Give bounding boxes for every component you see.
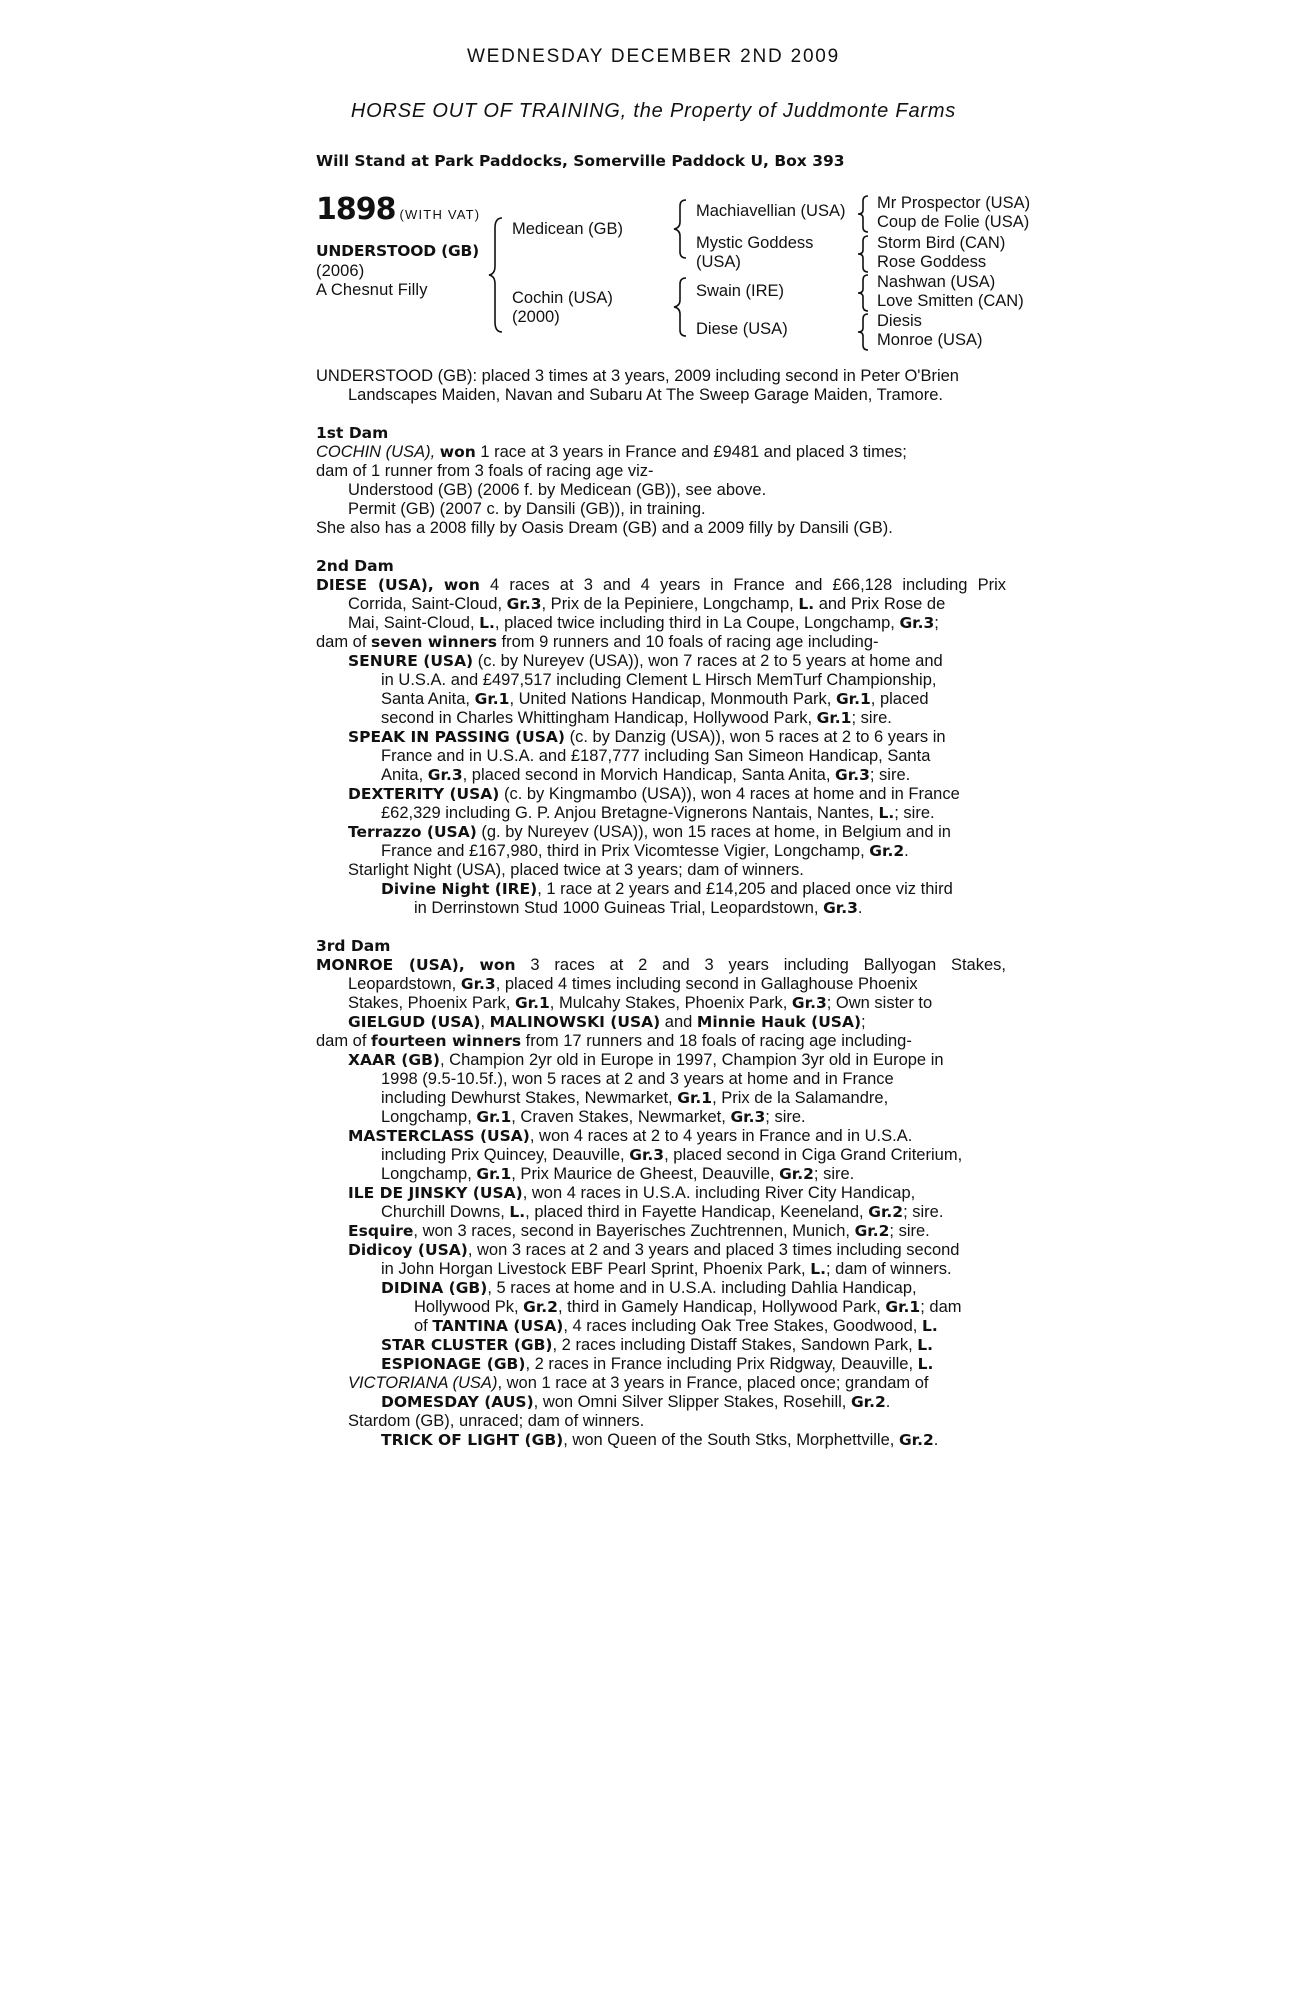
text-segment: . [933,1431,939,1449]
text-segment: TANTINA (USA) [432,1317,564,1335]
text-segment: ; dam [920,1298,962,1316]
dam-line [316,595,1006,614]
offspring-line [316,1317,1006,1336]
lot-number: 1898 [316,192,396,227]
offspring-line [316,709,1006,728]
horse-name: UNDERSTOOD (GB) [316,242,480,260]
text-segment: and [664,1013,693,1031]
pedigree-g4: Rose Goddess [877,253,987,271]
text-segment: , [480,1013,486,1031]
text-segment: Corrida, Saint-Cloud, [348,595,503,613]
text-segment: , United Nations Handicap, Monmouth Park, [509,690,832,708]
text-segment: , won Queen of the South Stks, Morphettville, [563,1431,895,1449]
offspring-line: Understood (GB) (2006 f. by Medicean (GB)), see above. [348,481,767,499]
text-segment: Minnie Hauk (USA) [696,1013,862,1031]
text-segment: , Champion 2yr old in Europe in 1997, Champion 3yr old in Europe in [439,1051,944,1069]
offspring-line [316,1374,1006,1393]
offspring-line [316,728,1006,747]
text-segment: Gr.3 [899,614,935,632]
text-segment: ; sire. [903,1203,944,1221]
text-segment: . [904,842,909,860]
text-segment: Churchill Downs, [381,1203,505,1221]
text-segment: in Derrinstown Stud 1000 Guineas Trial, Leopardstown, [414,899,819,917]
text-segment: ESPIONAGE (GB) [381,1355,526,1373]
pedigree-brace-g2 [856,234,872,274]
text-segment: L. [798,595,815,613]
dam-line: dam of 1 runner from 3 foals of racing age viz- [316,462,654,480]
text-segment: seven winners [371,633,497,651]
text-segment: ILE DE JINSKY (USA) [348,1184,523,1202]
pedigree-dam-dam: Diese (USA) [696,320,788,338]
text-segment: Longchamp, [381,1108,472,1126]
pedigree-g8: Monroe (USA) [877,331,983,349]
text-segment: 3 races at 2 and 3 years including Ballyogan Stakes, [530,956,1006,974]
text-segment: (c. by Kingmambo (USA)), won 4 races at home and in France [503,785,960,803]
text-segment: , placed second in Morvich Handicap, Santa Anita, [462,766,831,784]
text-segment: SPEAK IN PASSING (USA) [348,728,565,746]
text-segment: France and £167,980, third in Prix Vicomtesse Vigier, Longchamp, [381,842,865,860]
text-segment: DEXTERITY (USA) [348,785,500,803]
dam-line [316,1013,1006,1032]
text-segment: Gr.3 [823,899,858,917]
offspring-line [316,1089,1006,1108]
text-segment: Gr.1 [474,690,510,708]
dam-line [316,633,1006,652]
text-segment: , 4 races including Oak Tree Stakes, Goodwood, [563,1317,918,1335]
pedigree-dam: Cochin (USA) [512,289,613,307]
text-segment: Gr.3 [791,994,827,1012]
text-segment: dam of [316,1032,367,1050]
text-segment: TRICK OF LIGHT (GB) [381,1431,564,1449]
text-segment: Gr.3 [629,1146,665,1164]
offspring-line [316,1355,1006,1374]
dam-line: COCHIN (USA), won 1 race at 3 years in France and £9481 and placed 3 times; [316,443,907,461]
text-segment: , Prix Maurice de Gheest, Deauville, [511,1165,775,1183]
offspring-line [316,766,1006,785]
text-segment: , placed 4 times including second in Gallaghouse Phoenix [495,975,918,993]
text-segment: , third in Gamely Handicap, Hollywood Park, [557,1298,881,1316]
pedigree-sire-sire: Machiavellian (USA) [696,202,846,220]
offspring-line: Starlight Night (USA), placed twice at 3 years; dam of winners. [348,861,804,879]
text-segment: ; sire. [765,1108,806,1126]
horse-year: (2006) [316,262,365,280]
text-segment: Gr.2 [854,1222,890,1240]
section-heading: 3rd Dam [316,937,391,955]
text-segment: , 2 races in France including Prix Ridgway, Deauville, [525,1355,914,1373]
summary-line: Landscapes Maiden, Navan and Subaru At The Sweep Garage Maiden, Tramore. [348,386,943,404]
text-segment: Longchamp, [381,1165,472,1183]
offspring-line [316,1184,1006,1203]
text-segment: , 2 races including Distaff Stakes, Sandown Park, [552,1336,913,1354]
offspring-line [316,690,1006,709]
pedigree-brace-dam [672,276,690,338]
text-segment: , won 3 races, second in Bayerisches Zuchtrennen, Munich, [413,1222,850,1240]
text-segment: of [414,1317,428,1335]
offspring-line [316,1127,1006,1146]
third-dam-section [316,937,1006,1450]
pedigree-g2: Coup de Folie (USA) [877,213,1030,231]
text-segment: Gr.3 [506,595,542,613]
text-segment: , placed [870,690,929,708]
text-segment: ; Own sister to [826,994,933,1012]
text-segment: GIELGUD (USA) [348,1013,481,1031]
first-dam-section [316,424,1006,538]
text-segment: Anita, [381,766,424,784]
offspring-line [316,842,1006,861]
text-segment: Gr.1 [885,1298,921,1316]
text-segment: L. [921,1317,938,1335]
text-segment: including Dewhurst Stakes, Newmarket, [381,1089,673,1107]
text-segment: (c. by Nureyev (USA)), won 7 races at 2 to 5 years at home and [477,652,943,670]
text-segment: (g. by Nureyev (USA)), won 15 races at home, in Belgium and in [481,823,951,841]
text-segment: ; [934,614,939,632]
text-segment: and Prix Rose de [818,595,946,613]
text-segment: Divine Night (IRE) [381,880,538,898]
horse-description: A Chesnut Filly [316,281,428,299]
text-segment: XAAR (GB) [348,1051,440,1069]
summary-line: UNDERSTOOD (GB): placed 3 times at 3 years, 2009 including second in Peter O'Brien [316,367,959,385]
offspring-line: 1998 (9.5-10.5f.), won 5 races at 2 and 3 years at home and in France [381,1070,894,1088]
text-segment: MALINOWSKI (USA) [489,1013,661,1031]
page-date: WEDNESDAY DECEMBER 2ND 2009 [466,46,841,67]
text-segment: , Prix de la Salamandre, [712,1089,889,1107]
offspring-line [316,899,1006,918]
offspring-line [316,1336,1006,1355]
dam-line: She also has a 2008 filly by Oasis Dream (GB) and a 2009 filly by Dansili (GB). [316,519,893,537]
pedigree-g1: Mr Prospector (USA) [877,194,1031,212]
offspring-line [316,823,1006,842]
text-segment: SENURE (USA) [348,652,474,670]
text-segment: DIDINA (GB) [381,1279,488,1297]
text-segment: , won 1 race at 3 years in France, placed once; grandam of [497,1374,929,1392]
text-segment: including Prix Quincey, Deauville, [381,1146,625,1164]
text-segment: Gr.2 [779,1165,814,1183]
pedigree-sire: Medicean (GB) [512,220,623,238]
offspring-line [316,1431,1006,1450]
vat-note: (WITH VAT) [399,207,481,222]
text-segment: , placed twice including third in La Coupe, Longchamp, [494,614,895,632]
text-segment: L. [509,1203,526,1221]
text-segment: Gr.1 [677,1089,713,1107]
text-segment: ; sire. [869,766,911,784]
text-segment: dam of [316,633,367,651]
text-segment: ; sire. [894,804,935,822]
text-segment: Gr.3 [460,975,496,993]
race-summary [316,367,1006,405]
text-segment: ; [861,1013,866,1031]
text-segment: fourteen winners [371,1032,522,1050]
dam-name: COCHIN (USA), [316,443,436,461]
offspring-line [316,652,1006,671]
offspring-line [316,1222,1006,1241]
offspring-line [316,1298,1006,1317]
dam-line [316,994,1006,1013]
text-segment: STAR CLUSTER (GB) [381,1336,553,1354]
text-segment: Stakes, Phoenix Park, [348,994,511,1012]
text-segment: from 17 runners and 18 foals of racing age including- [525,1032,912,1050]
text-segment: ; dam of winners. [826,1260,952,1278]
text-segment: L. [917,1336,934,1354]
offspring-line [316,1165,1006,1184]
text-segment: £62,329 including G. P. Anjou Bretagne-Vignerons Nantais, Nantes, [381,804,874,822]
dam-line [316,975,1006,994]
text-segment: Esquire [348,1222,414,1240]
text-segment: L. [479,614,495,632]
pedigree-g6: Love Smitten (CAN) [877,292,1024,310]
text-segment: , won 3 races at 2 and 3 years and placed 3 times including second [467,1241,960,1259]
pedigree-brace-g1 [856,194,872,234]
pedigree-g7: Diesis [877,312,922,330]
text-segment: Terrazzo (USA) [348,823,477,841]
section-heading: 2nd Dam [316,557,394,575]
offspring-line [316,1279,1006,1298]
text-segment: Didicoy (USA) [348,1241,468,1259]
offspring-line [316,1393,1006,1412]
offspring-line [316,1260,1006,1279]
text-segment: Mai, Saint-Cloud, [348,614,475,632]
offspring-line [316,880,1006,899]
text-segment: Gr.3 [427,766,463,784]
section-heading: 1st Dam [316,424,389,442]
offspring-line [316,804,1006,823]
text-segment: MONROE (USA), [316,956,465,974]
text-segment: Gr.1 [816,709,852,727]
pedigree-sire-dam-country: (USA) [696,253,741,271]
second-dam-section [316,557,1006,918]
text-segment: , won 4 races in U.S.A. including River City Handicap, [522,1184,916,1202]
offspring-line [316,1051,1006,1070]
text-segment: Gr.2 [868,1203,904,1221]
text-segment: ; sire. [889,1222,930,1240]
text-segment: MASTERCLASS (USA) [348,1127,530,1145]
text-segment: Gr.3 [730,1108,766,1126]
text-segment: L. [810,1260,826,1278]
text-segment: . [857,899,863,917]
text-segment: , 1 race at 2 years and £14,205 and placed once viz third [537,880,953,898]
dam-line [316,614,1006,633]
text-segment: (c. by Danzig (USA)), won 5 races at 2 to 6 years in [569,728,946,746]
text-segment: Gr.2 [523,1298,558,1316]
offspring-line: Permit (GB) (2007 c. by Dansili (GB)), in training. [348,500,706,518]
text-segment: in John Horgan Livestock EBF Pearl Sprint, Phoenix Park, [381,1260,806,1278]
text-segment: ; sire. [813,1165,855,1183]
lot-number-row [316,192,480,227]
offspring-line [316,1203,1006,1222]
offspring-line [316,1146,1006,1165]
text-segment: Gr.1 [476,1108,512,1126]
pedigree-dam-year: (2000) [512,308,560,326]
offspring-line [316,1108,1006,1127]
text-segment: . [885,1393,891,1411]
stable-location: Will Stand at Park Paddocks, Somerville Paddock U, Box 393 [316,152,845,170]
pedigree-g3: Storm Bird (CAN) [877,234,1006,252]
dam-line [316,1032,1006,1051]
pedigree-dam-sire: Swain (IRE) [696,282,785,300]
text-segment: , placed second in Ciga Grand Criterium, [664,1146,963,1164]
offspring-line: France and in U.S.A. and £187,777 including San Simeon Handicap, Santa [381,747,931,765]
text-segment: won [479,956,516,974]
pedigree-sire-dam: Mystic Goddess [696,234,814,252]
offspring-line: in U.S.A. and £497,517 including Clement L Hirsch MemTurf Championship, [381,671,937,689]
text-segment: from 9 runners and 10 foals of racing age including- [501,633,879,651]
text-segment: VICTORIANA (USA) [348,1374,498,1392]
text-segment: Gr.2 [898,1431,934,1449]
pedigree-brace-g3 [856,273,872,313]
pedigree-brace-sire [672,198,690,260]
text-segment: Leopardstown, [348,975,457,993]
text-segment: , placed third in Fayette Handicap, Keeneland, [525,1203,864,1221]
text-segment: Gr.1 [835,690,871,708]
text-segment: Gr.3 [835,766,870,784]
text-segment: Gr.1 [514,994,550,1012]
dam-line: DIESE (USA), won 4 races at 3 and 4 years in France and £66,128 including Prix [316,576,1006,594]
offspring-line: Stardom (GB), unraced; dam of winners. [348,1412,645,1430]
text-segment: Gr.2 [869,842,905,860]
text-segment: L. [917,1355,934,1373]
text-segment: second in Charles Whittingham Handicap, Hollywood Park, [381,709,813,727]
pedigree-g5: Nashwan (USA) [877,273,996,291]
text-segment: Santa Anita, [381,690,470,708]
pedigree-brace-g4 [856,312,872,352]
dam-line [316,956,1006,975]
text-segment: , won 4 races at 2 to 4 years in France and in U.S.A. [529,1127,913,1145]
page-heading: HORSE OUT OF TRAINING, the Property of Juddmonte Farms [350,100,957,122]
text-segment: Gr.1 [476,1165,512,1183]
text-segment: , 5 races at home and in U.S.A. including Dahlia Handicap, [487,1279,917,1297]
text-segment: L. [878,804,895,822]
text-segment: , won Omni Silver Slipper Stakes, Rosehill, [533,1393,847,1411]
text-segment: DOMESDAY (AUS) [381,1393,534,1411]
text-segment: , Mulcahy Stakes, Phoenix Park, [549,994,788,1012]
pedigree-brace-main [486,216,506,334]
text-segment: Hollywood Pk, [414,1298,519,1316]
offspring-line [316,1241,1006,1260]
text-segment: Gr.2 [850,1393,886,1411]
text-segment: , Prix de la Pepiniere, Longchamp, [541,595,794,613]
offspring-line [316,785,1006,804]
text-segment: , Craven Stakes, Newmarket, [511,1108,726,1126]
text-segment: ; sire. [851,709,892,727]
